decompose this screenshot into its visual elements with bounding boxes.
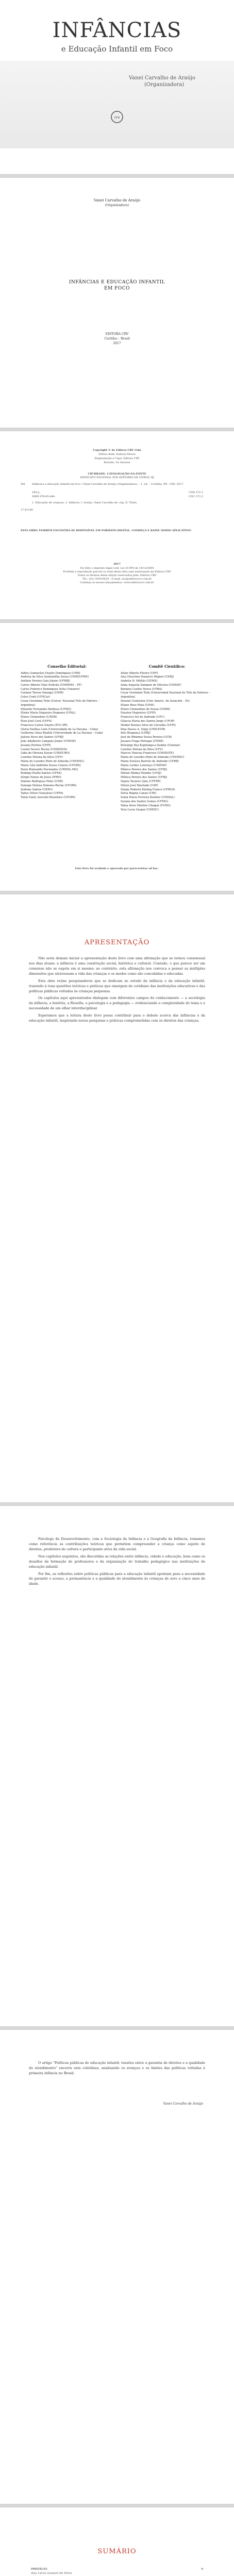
- board-member: Francisco Carlos Duarte (PUC-PR): [21, 723, 68, 727]
- paragraph: Nos capítulos seguintes, são discutidas as relações entre infância, cidade e educação, bem como os desafios da formação de professores e da organização do trabalho pedagógico nas instituições de educação infantil.: [29, 1554, 205, 1569]
- revisao: Revisão: Os Autores: [104, 461, 130, 464]
- diagramacao: Diagramação e Capa: Editora CRV: [94, 457, 140, 460]
- credits-year: 2017: [113, 563, 121, 566]
- board-member: Jailson Alves dos Santos (UFRJ): [21, 736, 64, 739]
- cover-page: [0, 0, 234, 174]
- board-member: Mônica Pereira dos Santos (UFRJ): [121, 776, 168, 779]
- board-member: Celso Conti (UFSCar): [21, 696, 51, 699]
- board-member: Carmen Tereza Velanga (UNIR): [21, 691, 64, 695]
- apresentacao-signature: Vanei Carvalho de Araújo: [163, 2102, 203, 2106]
- board-member: Ilma Passos A. Veiga (UNICEUB): [121, 727, 165, 731]
- board-member: Rodrigo Pratte-Santos (UFES): [21, 772, 62, 775]
- board-member: Simone Rodrigues Pinto (UNB): [21, 780, 63, 784]
- board-member: Andréia da Silva Quintanilha Sousa (UNIR/UFRN): [21, 675, 89, 679]
- paragraph: Psicólogo do Desenvolvimento, com a Sociologia da Infância e a Geografia da Infância, tomamos como referência as contribuições teóricas que permitem compreender a criança como sujeito de direitos, produtora de cultura e participante ativa da vida social.: [29, 1537, 205, 1551]
- paragraph: Por fim, as reflexões sobre políticas públicas para a educação infantil apontam para a necessidade de garantir o acesso, a permanência e a qualidade do atendimento às crianças de zero a cinco anos de idade.: [29, 1571, 205, 1586]
- catalog-code: I44: [21, 483, 25, 486]
- crv-logo-icon: [110, 110, 124, 124]
- board-member: Élsio José Corá (UFFS): [21, 720, 52, 723]
- board-member: Tania Suely Azevedo Brasileiro (UFOPA): [21, 796, 76, 800]
- credits-page: [0, 431, 234, 619]
- board-member: Maria de Lourdes Pinto de Almeida (UNOESC): [21, 760, 85, 764]
- board-member: Maria de Lourdes Pinto de Almeida (UNOESC): [121, 756, 185, 759]
- board-member: Carlos Alberto Vilar Estêvão (UMINHO – PT): [21, 683, 82, 687]
- conselho-heading: Conselho Editorial:: [47, 664, 87, 669]
- editor-chefe: Editor-chefe: Railson Moura: [98, 453, 136, 456]
- catalog-heading: CIP-BRASIL. CATALOGAÇÃO-NA-FONTE: [88, 472, 146, 476]
- conselho-list: [21, 672, 113, 801]
- paragraph: Não seria demais iniciar a apresentação deste livro com uma afirmação que se tornou consensual nos dias atuais: a infância é uma construção social, histórica e cultural. Contudo, o que parece ser um consenso não se esgota em si mesmo; ao contrário, esta afirmação nos convoca a pensar as múltiplas dimensões que atravessam a vida das crianças e os modos como são concebidas e educadas.: [29, 956, 205, 976]
- apresentacao-heading: APRESENTAÇÃO: [84, 939, 150, 946]
- board-member: Francisco Ari de Andrade (UFC): [121, 716, 164, 719]
- apresentacao-page: [0, 894, 234, 1502]
- board-member: João Adalberto Campato Junior (UNESP): [21, 740, 76, 743]
- sumario-heading: SUMÁRIO: [97, 2548, 137, 2555]
- board-member: Silvia Regina Canan (URI): [121, 792, 157, 795]
- isbn: ISBN 978-85-444-: [32, 495, 56, 498]
- cover-subtitle: e Educação Infantil em Foco: [61, 44, 173, 54]
- apresentacao-page-2: [0, 1506, 234, 2026]
- board-member: Guillermo Arias Beatón (Universidade de La Havana – Cuba): [21, 732, 103, 735]
- half-title-publisher: EDITORA CRV: [105, 332, 129, 336]
- board-member: Lourdes Helena da Silva (UFV): [21, 756, 63, 759]
- half-title-editor: Vanei Carvalho de Araújo: [93, 198, 141, 202]
- board-member: Aldira Guimarães Duarte Domínguez (UNB): [21, 671, 80, 675]
- board-member: Mirian Fátima Mendes (UFSJ): [121, 772, 162, 775]
- cover-title: INFÂNCIAS: [52, 19, 182, 42]
- copyright: Copyright © da Editora CRV Ltda: [93, 449, 141, 452]
- conselho-editorial: [21, 664, 113, 800]
- catalog-pages: 184 p.: [32, 491, 40, 494]
- board-member: Paulo Romualdo Hernandes (UNIFAL-MG): [21, 768, 78, 771]
- contact-tel: Tel.: (41) 3039-6418 - E-mail: sac@editoracrv.com.br: [82, 578, 152, 581]
- board-member: Vera Lucia Gaspar (UDESC): [121, 808, 159, 811]
- board-member: Eliane Rose Maio (UEM): [121, 703, 155, 707]
- comite-cientifico: [121, 664, 213, 812]
- half-title-line2: EM FOCO: [104, 286, 130, 291]
- half-title-line1: INFÂNCIAS E EDUCAÇÃO INFANTIL: [69, 280, 165, 285]
- board-member: Josania Portela (UFPI): [21, 743, 51, 747]
- toc-list: [31, 2567, 203, 2576]
- cip-code: 17-41160: [21, 509, 33, 512]
- board-member: Nilson José Machado (USP): [121, 784, 158, 787]
- board-member: Sérgio Nunes de Jesus (IFRO): [21, 776, 61, 779]
- board-member: Gláucia Maria dos Santos Jorge (UFOP): [121, 720, 175, 723]
- catalog-entry: Infâncias e educação infantil em foco / Vanei Carvalho de Araújo (Organizadora). – 1. ed. – Curitiba, PR : CRV, 2017.: [32, 483, 184, 486]
- subjects: 1. Educação de crianças. 2. Infância. I. Araújo, Vanei Carvalho de. org. II. Título.: [32, 501, 138, 504]
- half-title-year: 2017: [113, 342, 121, 345]
- rights-proibida: Proibida a reprodução parcial ou total desta obra sem autorização da Editora CRV: [63, 570, 171, 573]
- board-member: Fauston Negreiros (UFPI): [121, 711, 156, 715]
- board-member: Antônio Pereira Gaio Júnior (UFRRJ): [21, 680, 71, 683]
- board-page: [0, 623, 234, 891]
- board-member: Elizeu Clementino (UNEB): [21, 716, 57, 719]
- board-footnote: Este livro foi avaliado e aprovado por pareceristas ad hoc.: [75, 867, 159, 870]
- board-member: Diosnel Centurion (Univ Americ. de Asunción – Py): [121, 700, 190, 703]
- board-member: Elizeu Clementino de Souza (UNEB): [121, 707, 170, 711]
- board-member: Maria Eurácia Barreto de Andrade (UFRB): [121, 760, 179, 764]
- board-member: Najela Tavares Ujiie (UTFPR): [121, 780, 161, 784]
- comite-list: [121, 672, 213, 812]
- paragraph: O artigo "Políticas públicas de educação infantil: tensões entre a garantia de direitos e a qualidade do atendimento" encerra esta coletânea, analisando os avanços e os limites das políticas voltadas à primeira infância no Brasil.: [29, 2061, 205, 2075]
- apresentacao-page-3: [0, 2030, 234, 2504]
- board-member: Gloria Fariñas León (Universidade de La Havana – Cuba): [21, 727, 98, 731]
- board-member: Solange Helena Ximenes-Rocha (UFOPA): [21, 784, 77, 787]
- half-title-city: Curitiba – Brasil: [104, 337, 130, 341]
- apresentacao-body-3: [29, 2061, 205, 2078]
- board-member: Andréia N. Militão (UEMS): [121, 680, 158, 683]
- comite-heading: Comitê Científico:: [148, 664, 186, 669]
- board-member: Inês Bragança (UERJ): [121, 732, 151, 735]
- cover-editor-role: (Organizadora): [144, 82, 185, 88]
- board-member: Kilwangy Kya Kapitango-a-Samba (Unemat): [121, 743, 180, 747]
- toc-item-page: 9: [201, 2568, 203, 2571]
- paragraph: Esperamos que a leitura deste livro possa contribuir para o debate acerca das infâncias e da educação infantil, inspirando novas pesquisas e práticas comprometidas com os direitos das crianças.: [29, 1013, 205, 1023]
- board-member: Elione Maria Nogueira Diogenes (UFAL): [21, 711, 76, 715]
- cover-editor: [129, 75, 195, 88]
- board-member: Ana Chrystina Venancio Mignot (UERJ): [121, 675, 174, 679]
- toc-item-title: PREFÁCIO: [31, 2568, 47, 2571]
- rights-deposit: Foi feito o depósito legal conf. Lei 10.994 de 14/12/2004: [80, 567, 154, 570]
- toc-item-author: Ana Lúcia Goulart de Faria: [31, 2572, 72, 2575]
- board-member: José de Ribamar Sousa Pereira (UCB): [121, 736, 172, 739]
- board-member: Lídia de Oliveira Xavier (UNIEURO): [21, 752, 70, 755]
- board-member: Altair Alberto Fávero (UPF): [121, 671, 158, 675]
- board-member: Cesar Gerónimo Tello (Univer. Nacional Três de Febrero – Argentina): [21, 700, 99, 707]
- half-title-editor-role: (Organizadora): [105, 204, 129, 207]
- sumario-page: [0, 2507, 234, 2576]
- board-member: Lourdes Helena da Silva (UFV): [121, 748, 163, 751]
- board-member: Sonia Maria Ferreira Koehler (UNISAL): [121, 796, 175, 800]
- board-member: Jussara Fraga Portugal (UNEB): [121, 740, 163, 743]
- board-member: Suzana dos Santos Gomes (UFMG): [121, 800, 169, 803]
- digital-notice: ESTA OBRA TAMBÉM ENCONTRA-SE DISPONÍVEL EM FORMATO DIGITAL. CONHEÇA E BAIXE NOSSO APLICATIVO!: [21, 529, 192, 532]
- editorial-board: [21, 664, 213, 850]
- board-member: Helder Buenos Aires de Carvalho (UFPI): [121, 723, 176, 727]
- board-member: Eduardo Fernandes Barbosa (UFMG): [21, 707, 72, 711]
- half-title-page: [0, 178, 234, 428]
- cover-band: [0, 61, 234, 148]
- board-member: Sydione Santos (UEPG): [21, 788, 53, 791]
- board-member: Anna Augusta Sampaio de Oliveira (UNESP): [121, 683, 181, 687]
- svg-text:crv: crv: [114, 115, 120, 120]
- board-member: Maria Lília Imbiriba Sousa Colares (UFOPA): [21, 764, 81, 767]
- board-member: Cesar Gerónimo Tello (Universidad Nacional de Três de Febrero – Argentina): [121, 691, 210, 699]
- board-member: Tadeu Oliver Gonçalves (UFPA): [21, 792, 63, 795]
- toc-item[interactable]: [31, 2567, 203, 2575]
- board-member: Carlos Federico Dominguez Avila (Unieuro): [21, 687, 80, 691]
- cdu: CDU 373.2: [189, 495, 203, 498]
- board-member: Leonel Severo Rocha (UNISINOS): [21, 748, 68, 751]
- board-member: Barbara Coelho Neves (UFBA): [121, 687, 162, 691]
- apresentacao-body-2: [29, 1537, 205, 1589]
- rights-reserved: Todos os direitos desta edição reservados pela: Editora CRV: [77, 574, 157, 577]
- board-member: Sérgio Roberto Kieling Franco (UFRGS): [121, 788, 175, 791]
- cover-editor-name: Vanei Carvalho de Araújo: [129, 75, 195, 81]
- cdd: CDD 372.1: [189, 491, 203, 494]
- board-member: Mônica Pereira dos Santos (UFRJ): [121, 768, 168, 771]
- apresentacao-body: [29, 956, 205, 1026]
- board-member: Maria Lurdes Lourenço (UNIFAP): [121, 764, 167, 767]
- paragraph: Esta obra reúne pesquisadores que se dedicam ao estudo da infância e da educação infantil, trazendo à tona questões teóricas e práticas que emergem do cotidiano das instituições educativas e das políticas públicas voltadas às crianças pequenas.: [29, 978, 205, 993]
- board-member: Marcos Vinicius Francisco (UNOESTE): [121, 752, 174, 755]
- contact-site: Conheça os nossos lançamentos: www.editoracrv.com.br: [80, 581, 154, 584]
- board-member: Vânia Alves Martins Chaigar (FURG): [121, 804, 171, 807]
- paragraph: Os capítulos aqui apresentados dialogam com diferentes campos do conhecimento — a sociologia da infância, a história, a filosofia, a psicologia e a pedagogia — evidenciando a complexidade do tema e a necessidade de um olhar interdisciplinar.: [29, 996, 205, 1011]
- catalog-sub: SINDICATO NACIONAL DOS EDITORES DE LIVROS, RJ: [80, 476, 154, 479]
